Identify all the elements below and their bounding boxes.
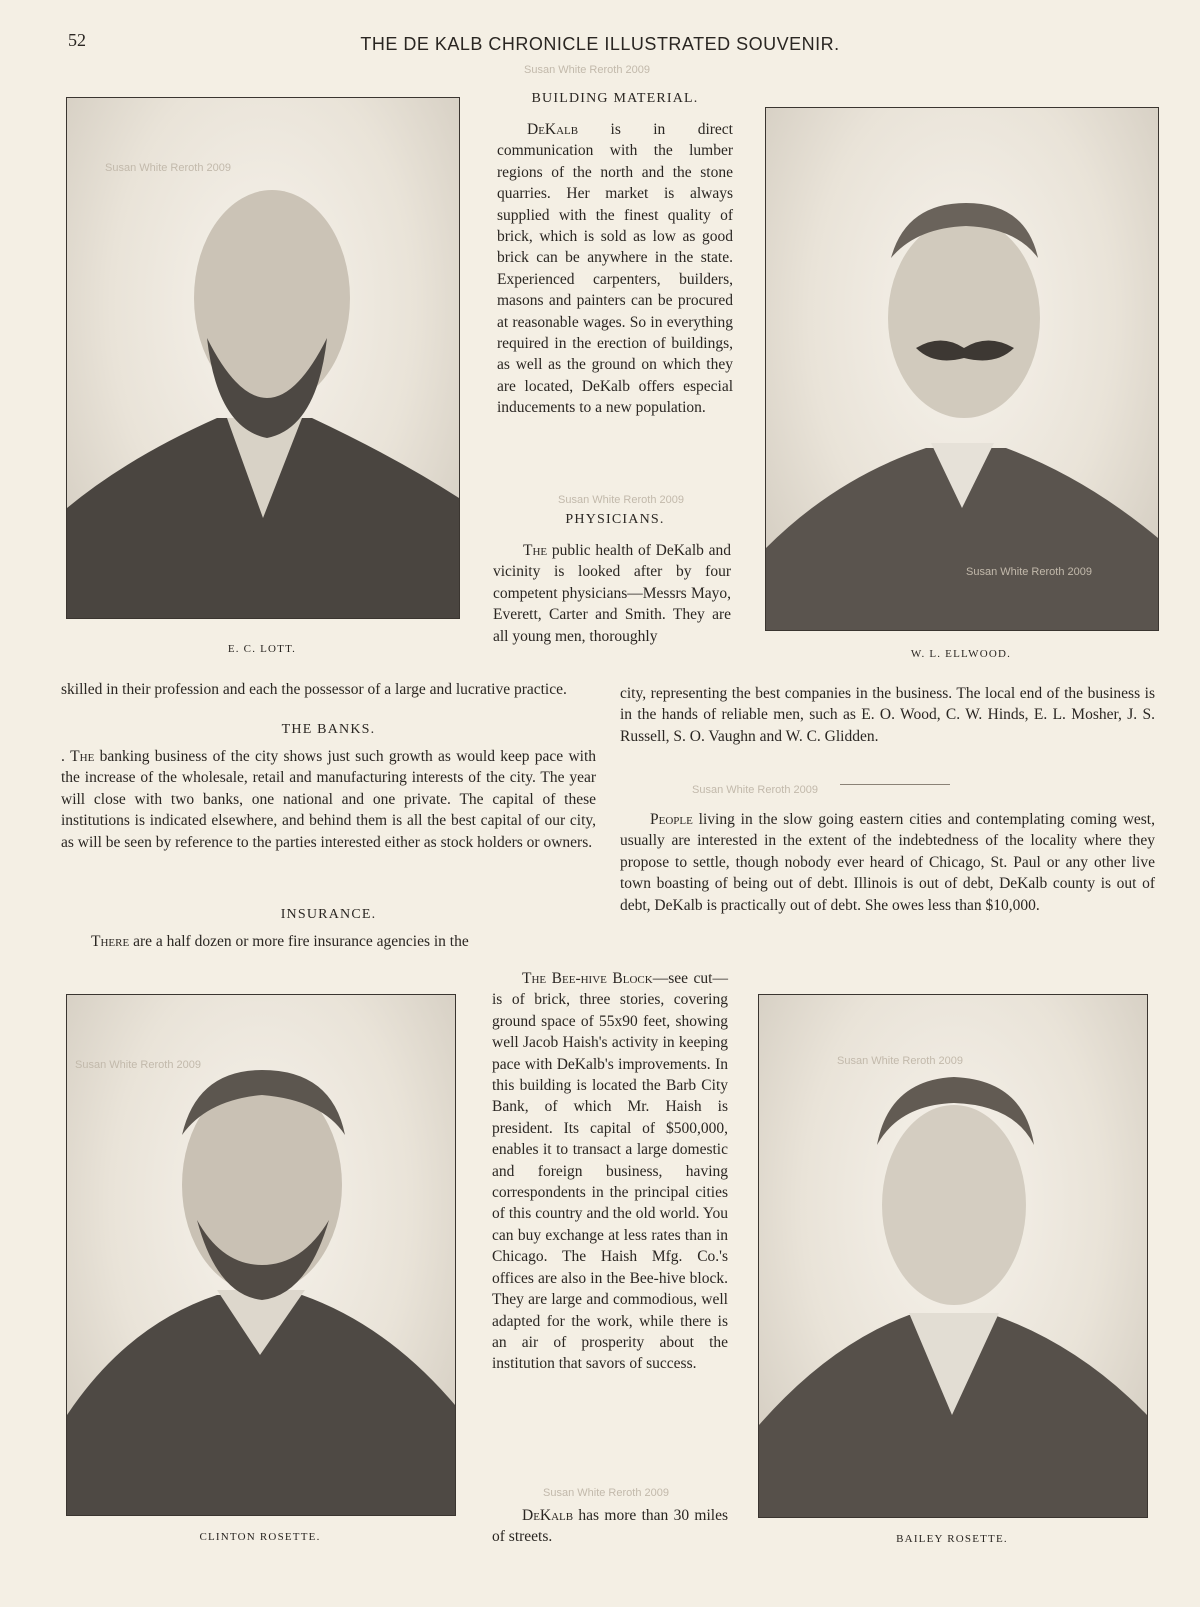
portrait-photo-lott (66, 97, 460, 619)
portrait-photo-clinton-rosette (66, 994, 456, 1516)
watermark: Susan White Reroth 2009 (105, 162, 231, 174)
watermark: Susan White Reroth 2009 (558, 494, 684, 506)
paragraph-body: banking business of the city shows just such growth as would keep pace with the increase of the wholesale, retail and manufacturing interests of the city. The year will close with two banks, one national and one private. The capital of these institutions is indicated elsewhere, and behind them is all the best capital of our city, as will be seen by reference to the parties interested either as stock holders or owners. (61, 748, 597, 851)
lead-word: DeKalb (527, 121, 579, 138)
lead-word: The (70, 748, 95, 765)
portrait-caption-ellwood: W. L. ELLWOOD. (910, 648, 1012, 660)
text-physicians-continued (61, 679, 596, 700)
text-physicians (493, 540, 731, 647)
text-insurance (61, 931, 596, 952)
heading-building-material: BUILDING MATERIAL. (531, 91, 699, 106)
lead-word: There (91, 933, 130, 950)
paragraph-body: has more than 30 miles of streets. (492, 1507, 728, 1546)
paragraph-body: —see cut—is of brick, three stories, covering ground space of 55x90 feet, showing well Jacob Haish's activity in keeping pace with DeKalb's improvements. In this building is located the Barb City Bank, of which Mr. Haish is president. Its capital of $500,000, enables it to transact a large domestic and foreign business, having correspondents in the principal cities of this country and the old world. You can buy exchange at less rates than in Chicago. The Haish Mfg. Co.'s offices are also in the Bee-hive block. They are large and commodious, well adapted for the work, while there is an air of prosperity about the institution that savors of success. (492, 970, 728, 1373)
paragraph-body: are a half dozen or more fire insurance agencies in the (129, 933, 469, 950)
paragraph-body: public health of DeKalb and vicinity is looked after by four competent physicians—Messrs Mayo, Everett, Carter and Smith. They are all young men, thoroughly (493, 542, 731, 645)
portrait-caption-bailey-rosette: BAILEY ROSETTE. (896, 1533, 1008, 1545)
lead-word: The (523, 542, 548, 559)
text-bee-hive-block (492, 968, 728, 1375)
page-number: 52 (68, 30, 86, 50)
page-header-title: THE DE KALB CHRONICLE ILLUSTRATED SOUVENIR. (360, 34, 840, 54)
paragraph-prefix: . (61, 748, 71, 765)
watermark: Susan White Reroth 2009 (543, 1487, 669, 1499)
lead-word: The Bee-hive Block (522, 970, 653, 987)
portrait-caption-clinton-rosette: CLINTON ROSETTE. (199, 1531, 321, 1543)
portrait-caption-lott: E. C. LOTT. (227, 643, 297, 655)
text-streets (492, 1505, 728, 1548)
text-the-banks (61, 746, 596, 853)
heading-insurance: INSURANCE. (280, 907, 377, 922)
paragraph-body: city, representing the best companies in the business. The local end of the business is in the hands of reliable men, such as E. O. Wood, C. W. Hinds, E. L. Mosher, J. S. Russell, S. O. Vaughn and W. C. Glidden. (620, 685, 1155, 745)
watermark: Susan White Reroth 2009 (692, 784, 818, 796)
text-insurance-continued (620, 683, 1155, 747)
portrait-photo-bailey-rosette (758, 994, 1148, 1518)
watermark: Susan White Reroth 2009 (837, 1055, 963, 1067)
text-building-material (497, 119, 733, 419)
text-people-eastern-cities (620, 809, 1155, 916)
portrait-photo-ellwood (765, 107, 1159, 631)
lead-word: People (650, 811, 693, 828)
paragraph-body: living in the slow going eastern cities and contemplating coming west, usually are interested in the extent of the indebtedness of the locality where they propose to settle, though nobody ever heard of Chicago, St. Paul or any other live town boasting of being out of debt. Illinois is out of debt, DeKalb county is out of debt, DeKalb is practically out of debt. She owes less than $10,000. (620, 811, 1155, 914)
watermark: Susan White Reroth 2009 (966, 566, 1092, 578)
watermark: Susan White Reroth 2009 (75, 1059, 201, 1071)
paragraph-body: is in direct communication with the lumber regions of the north and the stone quarries. Her market is always supplied with the finest quality of brick, which is sold as low as good brick can be anywhere in the state. Experienced carpenters, builders, masons and painters can be procured at reasonable wages. So in everything required in the erection of buildings, as well as the ground on which they are located, DeKalb offers especial inducements to a new population. (497, 121, 733, 417)
watermark: Susan White Reroth 2009 (524, 64, 650, 76)
heading-physicians: PHYSICIANS. (565, 512, 665, 527)
heading-the-banks: THE BANKS. (281, 722, 376, 737)
paragraph-body: skilled in their profession and each the possessor of a large and lucrative practice. (61, 681, 567, 698)
divider-rule (840, 784, 950, 785)
lead-word: DeKalb (522, 1507, 574, 1524)
